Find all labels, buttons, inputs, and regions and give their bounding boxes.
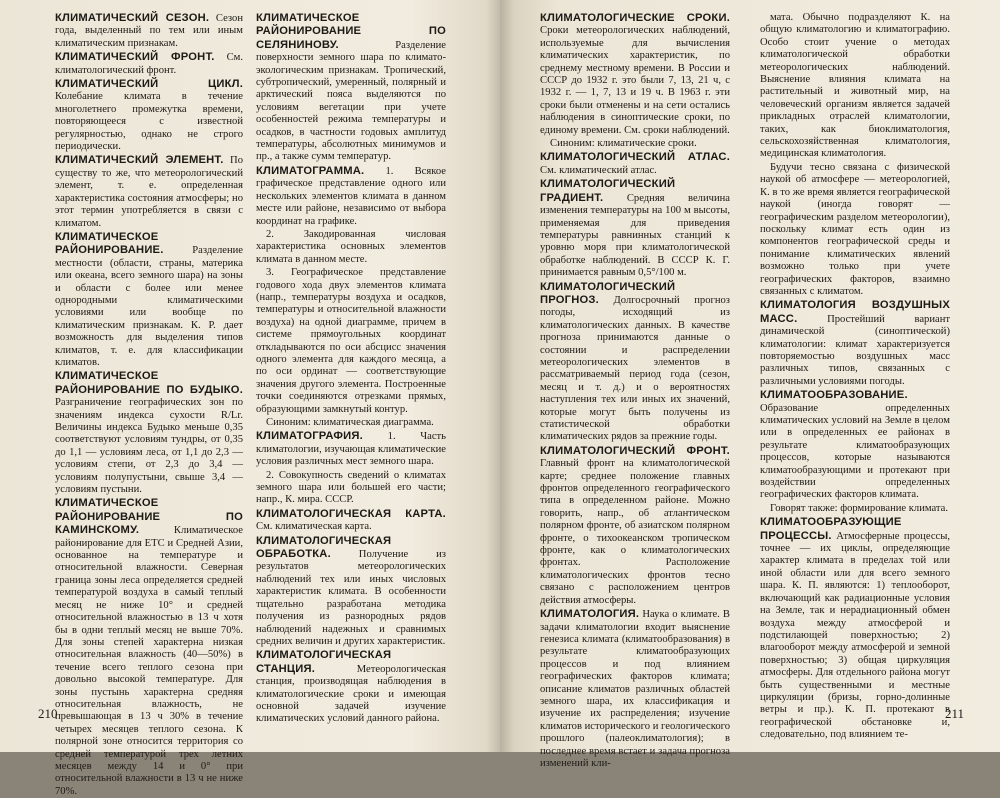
entry-text: Средняя величина изменения температуры на 100 м высоты, применяемая для приведения температуры равнинных станций к уровню моря при климатологической обработке наблюдений. В СССР К. Г. принимается равным 0,5°/100 м.: [540, 192, 730, 279]
dictionary-entry: [55, 497, 243, 798]
right-page-column-2: [760, 12, 950, 741]
left-page-column-2: [256, 12, 446, 725]
dictionary-entry: [55, 51, 243, 77]
gutter-shadow: [486, 0, 500, 752]
dictionary-entry: [256, 12, 446, 164]
entry-text: См. климатический атлас.: [540, 164, 657, 176]
entry-headword: КЛИМАТОЛОГИЧЕСКИЙ ПРОГНОЗ.: [540, 280, 676, 306]
entry-headword: КЛИМАТИЧЕСКОЕ РАЙОНИРОВАНИЕ ПО БУДЫКО.: [55, 370, 243, 396]
entry-headword: КЛИМАТООБРАЗОВАНИЕ.: [760, 389, 908, 402]
entry-headword: КЛИМАТИЧЕСКОЕ РАЙОНИРОВАНИЕ ПО СЕЛЯНИНОВУ.: [256, 12, 446, 51]
dictionary-entry: [55, 12, 243, 50]
dictionary-entry: [540, 445, 730, 607]
entry-headword: КЛИМАТОЛОГИЯ.: [540, 608, 640, 621]
entry-text: Атмосферные процессы, точнее — их циклы, определяющие характер климата в пределах той или иной области или для всего земного шара. К. П. являются: 1) теплооборот, включающий как радиационные условия на Земле, так и нерадиационный обмен воздуха между атмосферой и подстилающей поверхностью; 2) влагооборот между атмосферой и земной поверхностью; 3) общая циркуляция атмосферы. Для отдельного района могут быть существенными и местные циркуляции (бризы, горно-долинные ветры и пр.). К. П. протекают в географической обстановке и, следовательно, под влиянием те-: [760, 530, 950, 741]
entry-text: По существу то же, что метеорологический элемент, т. е. определенная характеристика состояния атмосферы; но этот термин употребляется в связи с климатом.: [55, 155, 243, 229]
right-page: [500, 0, 1000, 769]
right-page-column-1: [540, 12, 730, 769]
entry-headword: КЛИМАТИЧЕСКИЙ СЕЗОН.: [55, 12, 210, 24]
dictionary-entry: [540, 138, 730, 150]
entry-text: См. климатическая карта.: [256, 521, 372, 533]
dictionary-entry: [55, 78, 243, 153]
entry-headword: КЛИМАТИЧЕСКИЙ ЦИКЛ.: [55, 78, 243, 91]
entry-text: Будучи тесно связана с физической наукой об атмосфере — метеорологией, К. в то же время является географической наукой (иногда говорят — географическим разделом метеорологии), поскольку климат есть один из компонентов географической среды и понимание климатических явлений возможно только при учете географических факторов, взаимно связанных с климатом.: [760, 161, 950, 297]
dictionary-entry: [540, 608, 730, 770]
dictionary-entry: [540, 178, 730, 279]
entry-headword: КЛИМАТОЛОГИЧЕСКИЙ АТЛАС.: [540, 151, 730, 164]
dictionary-entry: [55, 370, 243, 496]
dictionary-entry: [256, 430, 446, 468]
entry-headword: КЛИМАТИЧЕСКИЙ ФРОНТ.: [55, 51, 215, 64]
dictionary-entry: [55, 154, 243, 229]
entry-headword: КЛИМАТОЛОГИЧЕСКИЙ ГРАДИЕНТ.: [540, 178, 676, 204]
dictionary-entry: [256, 417, 446, 429]
entry-text: 2. Закодированная числовая характеристика основных элементов климата в данном месте.: [256, 228, 446, 265]
left-page-column-1: [55, 12, 243, 797]
entry-text: 1. Часть климатологии, изучающая климатические условия различных мест земного шара.: [256, 431, 446, 468]
dictionary-entry: [540, 12, 730, 137]
dictionary-entry: [256, 508, 446, 534]
entry-text: 3. Географическое представление годового хода двух элементов климата (напр., температуры воздуха и осадков, температуры и относительной влажности воздуха) на одной диаграмме, причем в системе прямоугольных координат откладываются по оси абсцисс значения одного элемента для каждого месяца, а по оси ординат — соответствующие значения другого элемента. Построенные точки соединяются отрезками прямых, образующими замкнутый контур.: [256, 267, 446, 415]
entry-text: Разграничение географических зон по значениям индекса сухости R/Lr. Величины индекса Будыко меньше 0,35 соответствуют условиям тундры, от 0,35 до 1,1 — условиям леса, от 1,1 до 2,3 — условиям степи, от 2,3 до 3,4 — условиям полупустыни, свыше 3,4 — условиям пустыни.: [55, 397, 243, 496]
entry-text: Синоним: климатические сроки.: [550, 138, 697, 150]
entry-text: Метеорологическая станция, производящая наблюдения в климатологические сроки и имеющая основной задачей изучение климатических условий данного района.: [256, 663, 446, 725]
entry-text: Главный фронт на климатологической карте; среднее положение главных фронтов определенного географического типа в определенном районе. Можно говорить, напр., об атлантическом полярном фронте, об азиатском полярном фронте, о тихоокеанском тропическом фронте, как о климатологических фронтах. Расположение климатологических фронтов тесно связано с расположением центров действия атмосферы.: [540, 458, 730, 606]
dictionary-entry: [256, 267, 446, 416]
entry-text: Получение из результатов метеорологических наблюдений тех или иных числовых характеристик климата. В особенности тщательно разработана методика получения из разнородных рядов наблюдений надежных и сравнимых средних величин и других характеристик.: [256, 549, 446, 647]
entry-text: Колебание климата в течение многолетнего промежутка времени, повторяющееся с известной регулярностью, однако не строго периодически.: [55, 91, 243, 153]
dictionary-entry: [540, 151, 730, 177]
entry-headword: КЛИМАТОЛОГИЧЕСКАЯ КАРТА.: [256, 507, 446, 520]
dictionary-entry: [760, 162, 950, 298]
entry-text: Синоним: климатическая диаграмма.: [266, 417, 434, 428]
dictionary-entry: [760, 516, 950, 741]
entry-text: 2. Совокупность сведений о климатах земного шара или большей его части; напр., К. мира. СССР.: [256, 469, 446, 506]
entry-headword: КЛИМАТОЛОГИЯ ВОЗДУШНЫХ МАСС.: [760, 299, 950, 325]
dictionary-entry: [256, 165, 446, 228]
entry-headword: КЛИМАТОЛОГИЧЕСКИЕ СРОКИ.: [540, 12, 730, 24]
dictionary-entry: [256, 649, 446, 725]
entry-headword: КЛИМАТОЛОГИЧЕСКАЯ ОБРАБОТКА.: [256, 534, 392, 561]
dictionary-entry: [256, 535, 446, 649]
entry-text: Сезон года, выделенный по тем или иным климатическим признакам.: [55, 13, 243, 49]
left-page: [0, 0, 500, 797]
entry-text: Разделение поверхности земного шара по климато-экологическим признакам. Тропический, субтропический, умеренный, полярный и арктический пояса выделяются по условиям вегетации при учете особенностей режима температуры и осадков, в частности годовых амплитуд температуры, абсолютных минимумов и пр., а также сумм температур.: [256, 39, 446, 163]
gutter-shadow: [500, 0, 514, 752]
entry-text: 1. Всякое графическое представление одного или нескольких элементов климата в данном месте или районе, независимо от выбора координат на графике.: [256, 165, 446, 227]
dictionary-entry: [760, 299, 950, 388]
entry-headword: КЛИМАТОЛОГИЧЕСКИЙ ФРОНТ.: [540, 444, 730, 457]
dictionary-entry: [760, 503, 950, 515]
dictionary-entry: [55, 231, 243, 369]
entry-headword: КЛИМАТОГРАММА.: [256, 164, 365, 177]
entry-text: мата. Обычно подразделяют К. на общую климатологию и климатографию. Особо стоит учение о методах климатологической обработки метеорологических наблюдений. Выяснение влияния климата на растительный и животный мир, на человеческий организм является задачей прикладных отраслей климатологии, таких, как биоклиматология, сельскохозяйственная климатология, медицинская климатология.: [760, 12, 950, 160]
dictionary-entry: [256, 229, 446, 266]
dictionary-entry: [760, 12, 950, 161]
entry-text: Долгосрочный прогноз погоды, исходящий из климатологических данных. В качестве прогноза принимаются данные о состоянии и распределении метеорологических элементов в рассматриваемый период года (сезон, месяц и т. д.) и о вероятностях наступления тех или иных их значений, которые могут быть получены из статистической обработки климатических рядов за прежние годы.: [540, 294, 730, 443]
entry-text: Говорят также: формирование климата.: [770, 502, 949, 514]
entry-headword: КЛИМАТОЛОГИЧЕСКАЯ СТАНЦИЯ.: [256, 649, 392, 675]
entry-text: Наука о климате. В задачи климатологии входит выяснение генезиса климата (климатообразования) в результате климатообразующих процессов и под влиянием географических факторов климата; описание климатов различных областей земного шара, их классификация и изучение их распределения; изучение климатов исторического и геологического прошлого (палеоклиматология); в последнее время встает и задача прогноза изменений кли-: [540, 609, 730, 769]
entry-text: См. климатологический фронт.: [55, 52, 243, 76]
entry-text: Разделение местности (области, страны, материка или океана, всего земного шара) на зоны и области с более или менее однородными климатическими условиями или вообще по климатическим признакам. К. Р. дает возможность для выделения типов климатов, т. е. для классификации климатов.: [55, 245, 243, 368]
entry-headword: КЛИМАТООБРАЗУЮЩИЕ ПРОЦЕССЫ.: [760, 516, 902, 542]
entry-text: Климатическое районирование для ЕТС и Средней Азии, основанное на температуре и относительной влажности. Северная граница зоны леса определяется средней температурой воздуха в самый теплый месяц не ниже 10° и средней относительной влажностью в 13 ч хотя бы в одни теплый месяц не выше 70%. Для зоны степей характерна низкая относительная влажность (40—50%) в течение всего теплого сезона при довольно высокой температуре. Для зоны пустынь характерна средняя относительная влажность, не превышающая в 13 ч 30% в течение четырех месяцев теплого сезона. К полярной зоне относится территория со средней температурой трех летних месяцев между 14 и 0° при относительной влажности в 13 ч не ниже 70%.: [55, 525, 243, 797]
dictionary-entry: [256, 470, 446, 507]
entry-headword: КЛИМАТИЧЕСКОЕ РАЙОНИРОВАНИЕ ПО КАМИНСКОМУ.: [55, 497, 243, 537]
entry-headword: КЛИМАТИЧЕСКОЕ РАЙОНИРОВАНИЕ.: [55, 230, 164, 257]
dictionary-entry: [540, 281, 730, 444]
dictionary-entry: [760, 389, 950, 502]
entry-text: Образование определенных климатических условий на Земле в целом или в определенных ее районах в результате климатообразующих процессов, которые называются климатообразующими и протекают при воздействии определенных географических факторов климата.: [760, 402, 950, 501]
entry-headword: КЛИМАТОГРАФИЯ.: [256, 430, 363, 443]
entry-headword: КЛИМАТИЧЕСКИЙ ЭЛЕМЕНТ.: [55, 154, 224, 167]
entry-text: Сроки метеорологических наблюдений, используемые для вычисления климатических характеристик, по среднему местному времени. В России и СССР до 1932 г. это были 7, 13, 21 ч, с 1932 г. — 1, 7, 13 и 19 ч. В 1963 г. эти сроки были отменены и на сети остались наблюдения в синоптические сроки, по единому времени. См. сроки наблюдений.: [540, 25, 730, 136]
page-number-left: 210: [38, 706, 58, 721]
entry-text: Простейший вариант динамической (синоптической) климатологии: климат характеризуется повторяемостью воздушных масс различных типов, связанных с различными условиями погоды.: [760, 313, 950, 387]
page-number-right: 211: [944, 706, 964, 721]
